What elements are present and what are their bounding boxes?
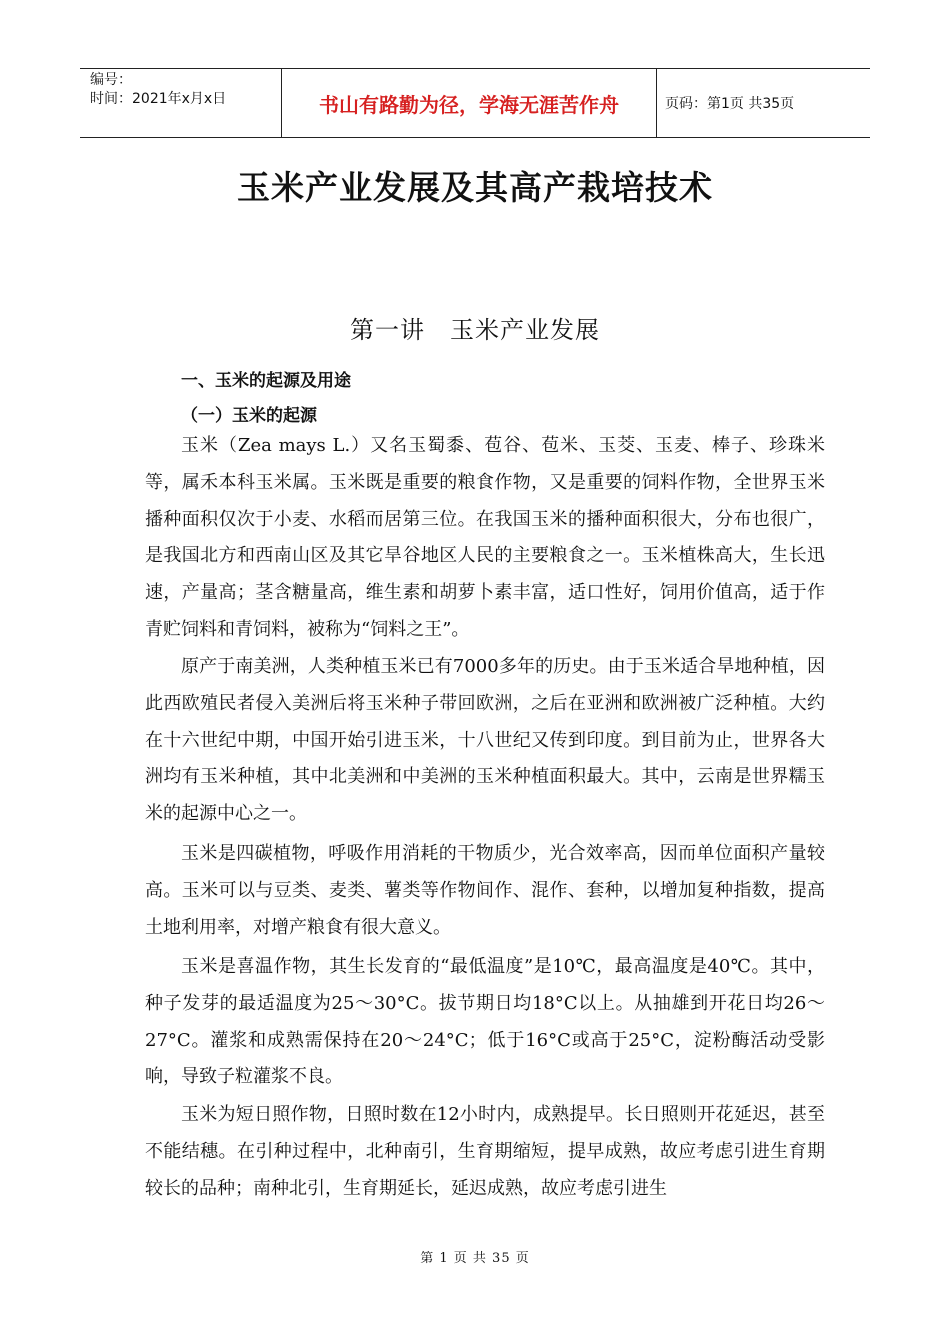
header-meta xyxy=(80,69,282,137)
paragraph: 玉米（Zea mays L.）又名玉蜀黍、苞谷、苞米、玉茭、玉麦、棒子、珍珠米等，属禾本科玉米属。玉米既是重要的粮食作物，又是重要的饲料作物，全世界玉米播种面积仅次于小麦、水稻而居第三位。在我国玉米的播种面积很大，分布也很广，是我国北方和西南山区及其它旱谷地区人民的主要粮食之一。玉米植株高大，生长迅速，产量高；茎含糖量高，维生素和胡萝卜素丰富，适口性好，饲用价值高，适于作青贮饲料和青饲料，被称为“饲料之王”。 xyxy=(145,435,825,640)
subsection-heading: （一）玉米的起源 xyxy=(181,406,317,426)
header-motto: 书山有路勤为径，学海无涯苦作舟 xyxy=(282,69,657,137)
section-heading: 一、玉米的起源及用途 xyxy=(181,371,351,391)
paragraph: 原产于南美洲，人类种植玉米已有7000多年的历史。由于玉米适合旱地种植，因此西欧殖民者侵入美洲后将玉米种子带回欧洲，之后在亚洲和欧洲被广泛种植。大约在十六世纪中期，中国开始引进玉米，十八世纪又传到印度。到目前为止，世界各大洲均有玉米种植，其中北美洲和中美洲的玉米种植面积最大。其中，云南是世界糯玉米的起源中心之一。 xyxy=(145,656,825,825)
lecture-title: 第一讲 玉米产业发展 xyxy=(350,316,600,344)
header-page-info: 页码：第1页 共35页 xyxy=(665,96,795,112)
document-title: 玉米产业发展及其高产栽培技术 xyxy=(237,168,713,207)
document-header xyxy=(80,68,870,138)
number-label: 编号： xyxy=(90,72,132,88)
paragraph: 玉米为短日照作物，日照时数在12小时内，成熟提早。长日照则开花延迟，甚至不能结穗。在引种过程中，北种南引，生育期缩短，提早成熟，故应考虑引进生育期较长的品种；南种北引，生育期延长，延迟成熟，故应考虑引进生 xyxy=(145,1104,825,1199)
date-label: 时间：2021年x月x日 xyxy=(90,91,227,107)
paragraph: 玉米是四碳植物，呼吸作用消耗的干物质少，光合效率高，因而单位面积产量较高。玉米可以与豆类、麦类、薯类等作物间作、混作、套种，以增加复种指数，提高土地利用率，对增产粮食有很大意义。 xyxy=(145,843,825,938)
page-footer: 第 1 页 共 35 页 xyxy=(420,1251,530,1266)
paragraph: 玉米是喜温作物，其生长发育的“最低温度”是10℃，最高温度是40℃。其中，种子发芽的最适温度为25～30°C。拔节期日均18°C以上。从抽雄到开花日均26～27°C。灌浆和成熟需保持在20～24°C；低于16°C或高于25°C，淀粉酶活动受影响，导致子粒灌浆不良。 xyxy=(145,956,825,1088)
